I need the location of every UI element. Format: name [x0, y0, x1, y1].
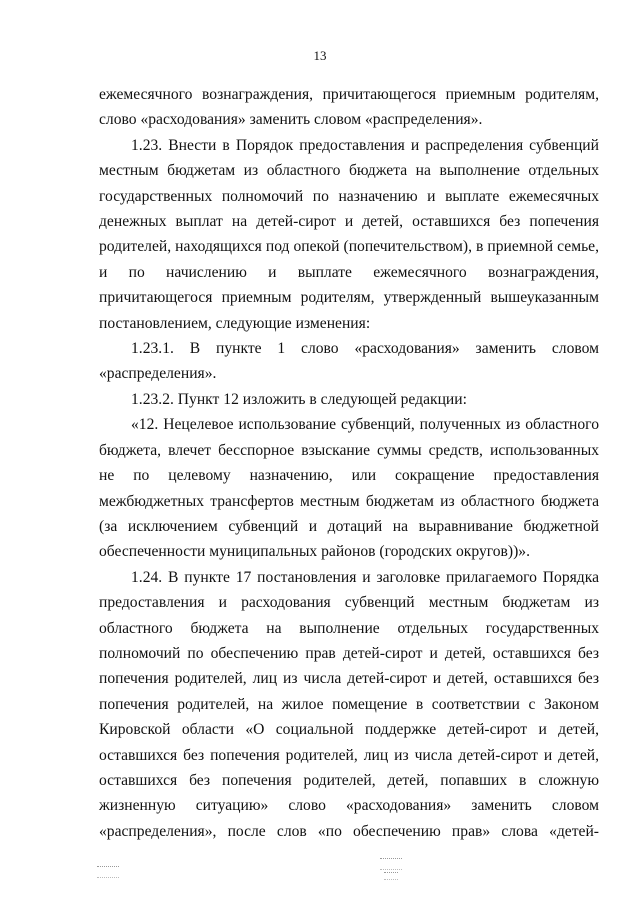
paragraph-quoted-item-12: «12. Нецелевое использование субвенций, полученных из областного бюджета, влечет бесспорное взыскание суммы средств, использованных не по целевому назначению, или сокращение предоставления межбюджетных трансфертов местным бюджетам из областного бюджета (за исключением субвенций и дотаций на выравнивание бюджетной обеспеченности муниципальных районов (городских округов))».: [99, 416, 599, 561]
paragraph-1-23-1: 1.23.1. В пункте 1 слово «расходования» заменить словом «распределения».: [99, 340, 599, 383]
paragraph-1-23-2: 1.23.2. Пункт 12 изложить в следующей редакции:: [131, 390, 467, 408]
scan-artifact: [384, 872, 398, 880]
scan-artifact: [97, 866, 119, 878]
page-number: 13: [313, 48, 327, 63]
scan-artifact: [380, 858, 402, 870]
document-body: [99, 82, 599, 844]
paragraph-1-23: 1.23. Внести в Порядок предоставления и распределения субвенций местным бюджетам из областного бюджета на выполнение отдельных государственных полномочий по назначению и выплате ежемесячных денежных выплат на детей-сирот и детей, оставшихся без попечения родителей, находящихся под опекой (попечительством), в приемной семье, и по начислению и выплате ежемесячного вознаграждения, причитающегося приемным родителям, утвержденный вышеуказанным постановлением, следующие изменения:: [99, 136, 599, 332]
paragraph-continuation: ежемесячного вознаграждения, причитающегося приемным родителям, слово «расходования» заменить словом «распределения».: [99, 86, 599, 129]
paragraph-1-24: 1.24. В пункте 17 постановления и заголовке прилагаемого Порядка предоставления и расходования субвенций местным бюджетам из областного бюджета на выполнение отдельных государственных полномочий по обеспечению прав детей-сирот и детей, оставшихся без попечения родителей, лиц из числа детей-сирот и детей, оставшихся без попечения родителей, на жилое помещение в соответствии с Законом Кировской области «О социальной поддержке детей-сирот и детей, оставшихся без попечения родителей, лиц из числа детей-сирот и детей, оставшихся без попечения родителей, детей, попавших в сложную жизненную ситуацию» слово «расходования» заменить словом «распределения», после слов «по обеспечению прав» слова «детей-: [99, 568, 599, 840]
